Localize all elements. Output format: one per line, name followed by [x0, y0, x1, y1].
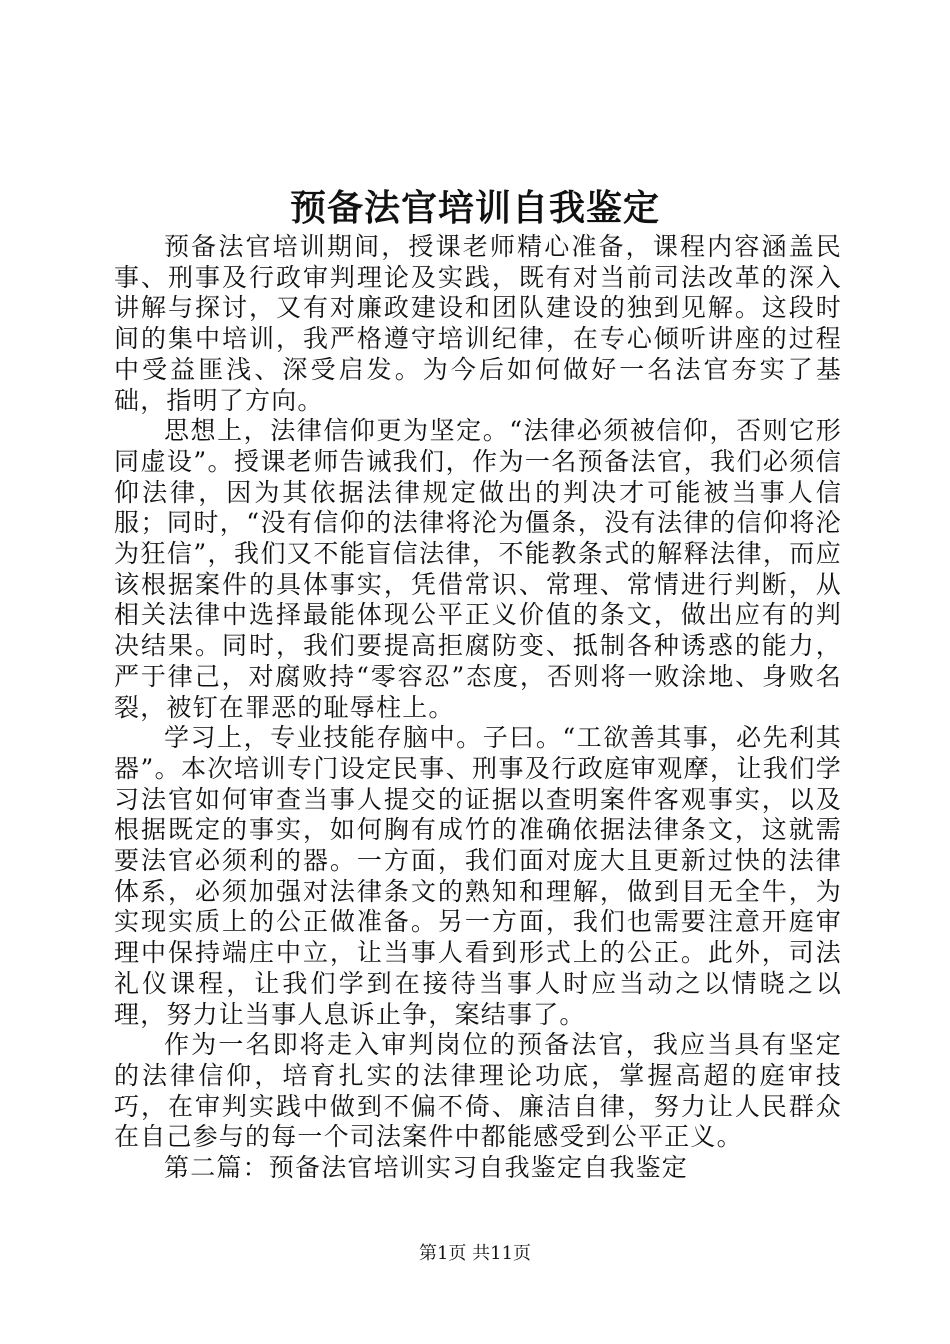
paragraph-conclusion: 作为一名即将走入审判岗位的预备法官，我应当具有坚定的法律信仰，培育扎实的法律理论功底，掌握高超的庭审技巧，在审判实践中做到不偏不倚、廉洁自律，努力让人民群众在自己参与的每一个司法案件中都能感受到公平正义。 [114, 1030, 842, 1152]
paragraph-ideology: 思想上，法律信仰更为坚定。“法律必须被信仰，否则它形同虚设”。授课老师告诫我们，作为一名预备法官，我们必须信仰法律，因为其依据法律规定做出的判决才可能被当事人信服；同时，“没有信仰的法律将沦为僵条，没有法律的信仰将沦为狂信”，我们又不能盲信法律，不能教条式的解释法律，而应该根据案件的具体事实，凭借常识、常理、常情进行判断，从相关法律中选择最能体现公平正义价值的条文，做出应有的判决结果。同时，我们要提高拒腐防变、抵制各种诱惑的能力，严于律己，对腐败持“零容忍”态度，否则将一败涂地、身败名裂，被钉在罪恶的耻辱柱上。 [114, 416, 842, 722]
paragraph-second-section-heading: 第二篇：预备法官培训实习自我鉴定自我鉴定 [164, 1153, 689, 1183]
page-footer: 第1页 共11页 [418, 1243, 532, 1264]
paragraph-study: 学习上，专业技能存脑中。子曰。“工欲善其事，必先利其器”。本次培训专门设定民事、刑事及行政庭审观摩，让我们学习法官如何审查当事人提交的证据以查明案件客观事实，以及根据既定的事实，如何胸有成竹的准确依据法律条文，这就需要法官必须利的器。一方面，我们面对庞大且更新过快的法律体系，必须加强对法律条文的熟知和理解，做到目无全牛，为实现实质上的公正做准备。另一方面，我们也需要注意开庭审理中保持端庄中立，让当事人看到形式上的公正。此外，司法礼仪课程，让我们学到在接待当事人时应当动之以情晓之以理，努力让当事人息诉止争，案结事了。 [114, 723, 842, 1029]
paragraph-intro: 预备法官培训期间，授课老师精心准备，课程内容涵盖民事、刑事及行政审判理论及实践，既有对当前司法改革的深入讲解与探讨，又有对廉政建设和团队建设的独到见解。这段时间的集中培训，我严格遵守培训纪律，在专心倾听讲座的过程中受益匪浅、深受启发。为今后如何做好一名法官夯实了基础，指明了方向。 [114, 232, 842, 415]
document-title: 预备法官培训自我鉴定 [289, 187, 660, 229]
document-body [114, 232, 842, 1184]
